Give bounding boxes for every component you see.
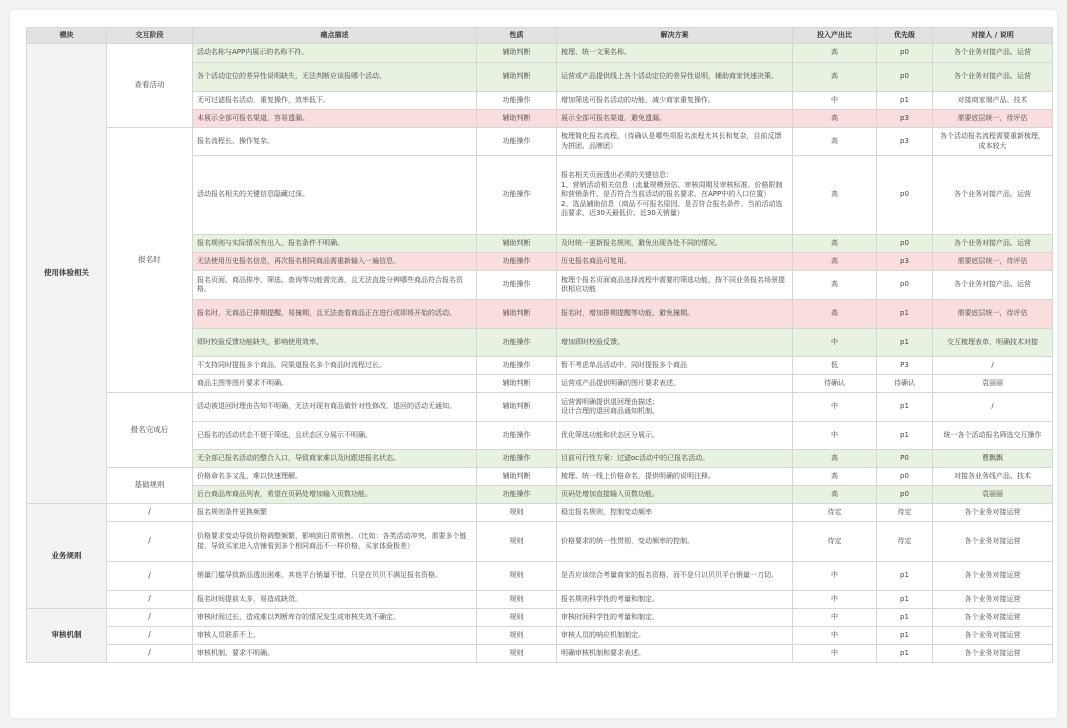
nature-cell: 辅助判断 (477, 44, 557, 63)
pain-cell: 活动名称与APP内展示的名称不符。 (193, 44, 477, 63)
solution-cell: 报名时，增加排期提醒等功能，避免撞期。 (557, 300, 793, 329)
nature-cell: 功能操作 (477, 329, 557, 357)
roi-cell: 高 (793, 128, 877, 156)
pain-cell: 即时校验反馈功能缺失，影响使用效率。 (193, 329, 477, 357)
owner-cell: 需要底层统一，待评估 (933, 300, 1053, 329)
module-cell: 业务规则 (27, 504, 107, 609)
solution-cell: 梳理个报名页面商品选择流程中需要的筛选功能，按不同业务报名场景提供相应功能 (557, 271, 793, 300)
owner-cell: 需要底层统一，待评估 (933, 253, 1053, 271)
roi-cell: 高 (793, 235, 877, 253)
owner-cell: 统一各个活动报名筛选交互操作 (933, 422, 1053, 450)
nature-cell: 辅助判断 (477, 300, 557, 329)
priority-cell: p0 (877, 63, 933, 92)
table-row (27, 609, 1053, 627)
solution-cell: 历史报名商品可复用。 (557, 253, 793, 271)
solution-cell: 增加筛选可报名活动的功能，减少商家重复操作。 (557, 92, 793, 110)
header-stage: 交互阶段 (107, 28, 193, 44)
priority-cell: p1 (877, 329, 933, 357)
pain-cell: 报名流程长、操作复杂。 (193, 128, 477, 156)
pain-cell: 活动报名相关的关键信息隐藏过深。 (193, 156, 477, 235)
nature-cell: 规则 (477, 609, 557, 627)
pain-cell: 价格命名多又乱，难以快速理解。 (193, 468, 477, 486)
owner-cell: 袁丽丽 (933, 375, 1053, 393)
stage-cell: 报名时 (107, 128, 193, 393)
owner-cell: 袁丽丽 (933, 486, 1053, 504)
solution-cell: 梳理、统一文案名称。 (557, 44, 793, 63)
roi-cell: 高 (793, 156, 877, 235)
nature-cell: 功能操作 (477, 128, 557, 156)
nature-cell: 辅助判断 (477, 63, 557, 92)
pain-cell: 商品主图等图片要求不明确。 (193, 375, 477, 393)
header-solution: 解决方案 (557, 28, 793, 44)
priority-cell: 待定 (877, 522, 933, 562)
solution-cell: 展示全部可报名渠道，避免遗漏。 (557, 110, 793, 128)
stage-cell: 基础规则 (107, 468, 193, 504)
solution-cell: 目前可行性方案：过滤oc活动中的已报名活动。 (557, 450, 793, 468)
table-row (27, 591, 1053, 609)
pain-cell: 活动被退回时理由告知不明确，无法对现有商品做针对性修改，退回的活动无通知。 (193, 393, 477, 422)
header-module: 模块 (27, 28, 107, 44)
table-row (27, 645, 1053, 663)
roi-cell: 中 (793, 393, 877, 422)
owner-cell: 交互梳理表单，明确技术对接 (933, 329, 1053, 357)
nature-cell: 功能操作 (477, 357, 557, 375)
roi-cell: 高 (793, 486, 877, 504)
nature-cell: 规则 (477, 591, 557, 609)
pain-cell: 价格要求变动导致价格调整频繁，影响到日常销售。（比如：各类活动冲突，需要多个链接，导致买家进入店铺看到多个相同商品不一样价格，买家体验极差） (193, 522, 477, 562)
priority-cell: p1 (877, 627, 933, 645)
stage-cell: / (107, 627, 193, 645)
table-row (27, 504, 1053, 522)
stage-cell: 查看活动 (107, 44, 193, 128)
roi-cell: 高 (793, 450, 877, 468)
roi-cell: 高 (793, 63, 877, 92)
header-priority: 优先级 (877, 28, 933, 44)
owner-cell: 各个业务对接产品、运营 (933, 271, 1053, 300)
roi-cell: 高 (793, 44, 877, 63)
roi-cell: 中 (793, 562, 877, 591)
owner-cell: / (933, 393, 1053, 422)
roi-cell: 中 (793, 609, 877, 627)
pain-cell: 各个活动定位的差异性说明缺失，无法判断应该报哪个活动。 (193, 63, 477, 92)
solution-cell: 页码处增加直接输入页数功能。 (557, 486, 793, 504)
solution-cell: 价格要求的统一性贯彻，变动频率的控制。 (557, 522, 793, 562)
owner-cell: 各个业务对接运营 (933, 591, 1053, 609)
owner-cell: 需要底层统一，待评估 (933, 110, 1053, 128)
priority-cell: P0 (877, 450, 933, 468)
owner-cell: 各个业务对接运营 (933, 609, 1053, 627)
table-row (27, 562, 1053, 591)
owner-cell: 各个业务对接运营 (933, 645, 1053, 663)
owner-cell: 对接商家端产品、技术 (933, 92, 1053, 110)
stage-cell: / (107, 591, 193, 609)
solution-cell: 优化筛选功能和状态区分展示。 (557, 422, 793, 450)
nature-cell: 功能操作 (477, 422, 557, 450)
priority-cell: p1 (877, 422, 933, 450)
nature-cell: 辅助判断 (477, 393, 557, 422)
nature-cell: 规则 (477, 522, 557, 562)
roi-cell: 中 (793, 645, 877, 663)
roi-cell: 待确认 (793, 375, 877, 393)
nature-cell: 功能操作 (477, 271, 557, 300)
nature-cell: 功能操作 (477, 486, 557, 504)
pain-cell: 报名规则与实际情况有出入、报名条件不明确。 (193, 235, 477, 253)
priority-cell: p3 (877, 253, 933, 271)
priority-cell: P3 (877, 357, 933, 375)
pain-cell: 销量门槛导致新品透出困难，其他平台销量不错，只是在贝贝不满足报名资格。 (193, 562, 477, 591)
solution-cell: 梳理简化报名流程。（待确认是哪些项报名流程尤其长和复杂，目前反馈为拼团、品牌团） (557, 128, 793, 156)
solution-cell: 增加即时校验反馈。 (557, 329, 793, 357)
roi-cell: 待定 (793, 522, 877, 562)
pain-cell: 无可过滤报名活动，重复操作，效率低下。 (193, 92, 477, 110)
owner-cell: 对接各业务线产品、技术 (933, 468, 1053, 486)
roi-cell: 高 (793, 300, 877, 329)
priority-cell: p1 (877, 645, 933, 663)
solution-cell: 审核人员的响应机制制定。 (557, 627, 793, 645)
nature-cell: 功能操作 (477, 450, 557, 468)
roi-cell: 高 (793, 110, 877, 128)
table-row (27, 393, 1053, 422)
stage-cell: 报名完成后 (107, 393, 193, 468)
pain-cell: 审核人员联系不上。 (193, 627, 477, 645)
roi-cell: 中 (793, 92, 877, 110)
solution-cell: 审核时间科学性的考量和制定。 (557, 609, 793, 627)
solution-cell: 暂不考虑单品活动中，同时提报多个商品 (557, 357, 793, 375)
pain-cell: 审核机制、要求不明确。 (193, 645, 477, 663)
priority-cell: p0 (877, 44, 933, 63)
solution-cell: 运营或产品提供线上各个活动定位的差异性说明，辅助商家快速决策。 (557, 63, 793, 92)
priority-cell: p1 (877, 300, 933, 329)
solution-cell: 运营需明确提供退回理由描述； 设计合理的退回商品通知机制。 (557, 393, 793, 422)
owner-cell: 各个活动报名流程需要重新梳理，成本较大 (933, 128, 1053, 156)
roi-cell: 中 (793, 329, 877, 357)
nature-cell: 规则 (477, 562, 557, 591)
priority-cell: p0 (877, 486, 933, 504)
header-row (27, 28, 1053, 44)
nature-cell: 辅助判断 (477, 110, 557, 128)
owner-cell: / (933, 357, 1053, 375)
table-row (27, 468, 1053, 486)
nature-cell: 规则 (477, 645, 557, 663)
pain-cell: 报名页面，商品排序、筛选、查询等功能需完善，且无法直接分辨哪些商品符合报名资格。 (193, 271, 477, 300)
roi-cell: 高 (793, 271, 877, 300)
solution-cell: 报名相关页面透出必须的关键信息： 1、营销活动相关信息（流量规模预估、审核周期及审核标准、价格限制和营销条件、是否符合当前活动的报名要求、在APP中的入口位置） 2、选品辅助信息（商品不可报名原因、是否符合报名条件、当前活动选品要求、近30天最低价、近30天销量） (557, 156, 793, 235)
roi-cell: 待定 (793, 504, 877, 522)
module-cell: 审核机制 (27, 609, 107, 663)
owner-cell: 各个业务对接运营 (933, 522, 1053, 562)
roi-cell: 高 (793, 253, 877, 271)
header-pain: 痛点描述 (193, 28, 477, 44)
priority-cell: p0 (877, 156, 933, 235)
owner-cell: 各个业务对接运营 (933, 562, 1053, 591)
module-cell: 使用体验相关 (27, 44, 107, 504)
header-nature: 性质 (477, 28, 557, 44)
pain-cell: 未展示全部可报名渠道，容易遗漏。 (193, 110, 477, 128)
table-row (27, 44, 1053, 63)
solution-cell: 及时统一更新报名规则，避免出现各处不同的情况。 (557, 235, 793, 253)
nature-cell: 辅助判断 (477, 468, 557, 486)
spreadsheet-sheet (10, 10, 1057, 718)
stage-cell: / (107, 645, 193, 663)
owner-cell: 各个业务对接产品、运营 (933, 63, 1053, 92)
owner-cell: 曹飘飘 (933, 450, 1053, 468)
priority-cell: p1 (877, 562, 933, 591)
priority-cell: p1 (877, 92, 933, 110)
pain-cell: 审核时间过长，造成难以判断库存的情况发生或审核失效不确定。 (193, 609, 477, 627)
nature-cell: 功能操作 (477, 253, 557, 271)
stage-cell: / (107, 504, 193, 522)
priority-cell: 待定 (877, 504, 933, 522)
owner-cell: 各个业务对接产品、运营 (933, 44, 1053, 63)
priority-cell: p0 (877, 235, 933, 253)
header-roi: 投入产出比 (793, 28, 877, 44)
solution-cell: 是否应该综合考量商家的报名资格，而不是只以贝贝平台销量一刀切。 (557, 562, 793, 591)
nature-cell: 功能操作 (477, 92, 557, 110)
roi-cell: 低 (793, 357, 877, 375)
pain-cell: 报名规则条件更换频繁 (193, 504, 477, 522)
pain-cell: 报名时间提前太多，易造成缺货。 (193, 591, 477, 609)
solution-cell: 报名规则科学性的考量和制定。 (557, 591, 793, 609)
pain-point-table (26, 27, 1053, 663)
roi-cell: 中 (793, 591, 877, 609)
nature-cell: 规则 (477, 627, 557, 645)
priority-cell: p0 (877, 468, 933, 486)
table-row (27, 627, 1053, 645)
pain-cell: 无全部已报名活动的整合入口，导致商家难以及时跟进报名状态。 (193, 450, 477, 468)
pain-cell: 报名时，无商品已排期提醒，易撞期，且无法查看商品正在进行或即将开始的活动。 (193, 300, 477, 329)
roi-cell: 中 (793, 627, 877, 645)
pain-cell: 无法使用历史报名信息，再次报名相同商品需重新输入一遍信息。 (193, 253, 477, 271)
priority-cell: p1 (877, 609, 933, 627)
solution-cell: 明确审核机制和要求表述。 (557, 645, 793, 663)
priority-cell: p1 (877, 591, 933, 609)
nature-cell: 辅助判断 (477, 375, 557, 393)
owner-cell: 各个业务对接产品、运营 (933, 235, 1053, 253)
header-owner: 对接人 / 说明 (933, 28, 1053, 44)
solution-cell: 稳定报名规则，控制变动频率 (557, 504, 793, 522)
solution-cell: 梳理、统一线上价格命名，提供明确的说明注释。 (557, 468, 793, 486)
nature-cell: 功能操作 (477, 156, 557, 235)
solution-cell: 运营或产品提供明确的图片要求表述。 (557, 375, 793, 393)
priority-cell: p3 (877, 128, 933, 156)
nature-cell: 规则 (477, 504, 557, 522)
stage-cell: / (107, 522, 193, 562)
table-row (27, 128, 1053, 156)
priority-cell: p1 (877, 393, 933, 422)
stage-cell: / (107, 609, 193, 627)
priority-cell: p0 (877, 271, 933, 300)
owner-cell: 各个业务对接产品、运营 (933, 156, 1053, 235)
nature-cell: 辅助判断 (477, 235, 557, 253)
stage-cell: / (107, 562, 193, 591)
owner-cell: 各个业务对接运营 (933, 627, 1053, 645)
priority-cell: 待确认 (877, 375, 933, 393)
roi-cell: 中 (793, 422, 877, 450)
pain-cell: 后台商品库商品列表，希望在页码处增加输入页数功能。 (193, 486, 477, 504)
pain-cell: 已报名的活动状态不便于筛选，且状态区分展示不明确。 (193, 422, 477, 450)
pain-cell: 不支持同时提报多个商品，同渠道报名多个商品时流程过长。 (193, 357, 477, 375)
roi-cell: 高 (793, 468, 877, 486)
owner-cell: 各个业务对接运营 (933, 504, 1053, 522)
priority-cell: p3 (877, 110, 933, 128)
table-row (27, 522, 1053, 562)
